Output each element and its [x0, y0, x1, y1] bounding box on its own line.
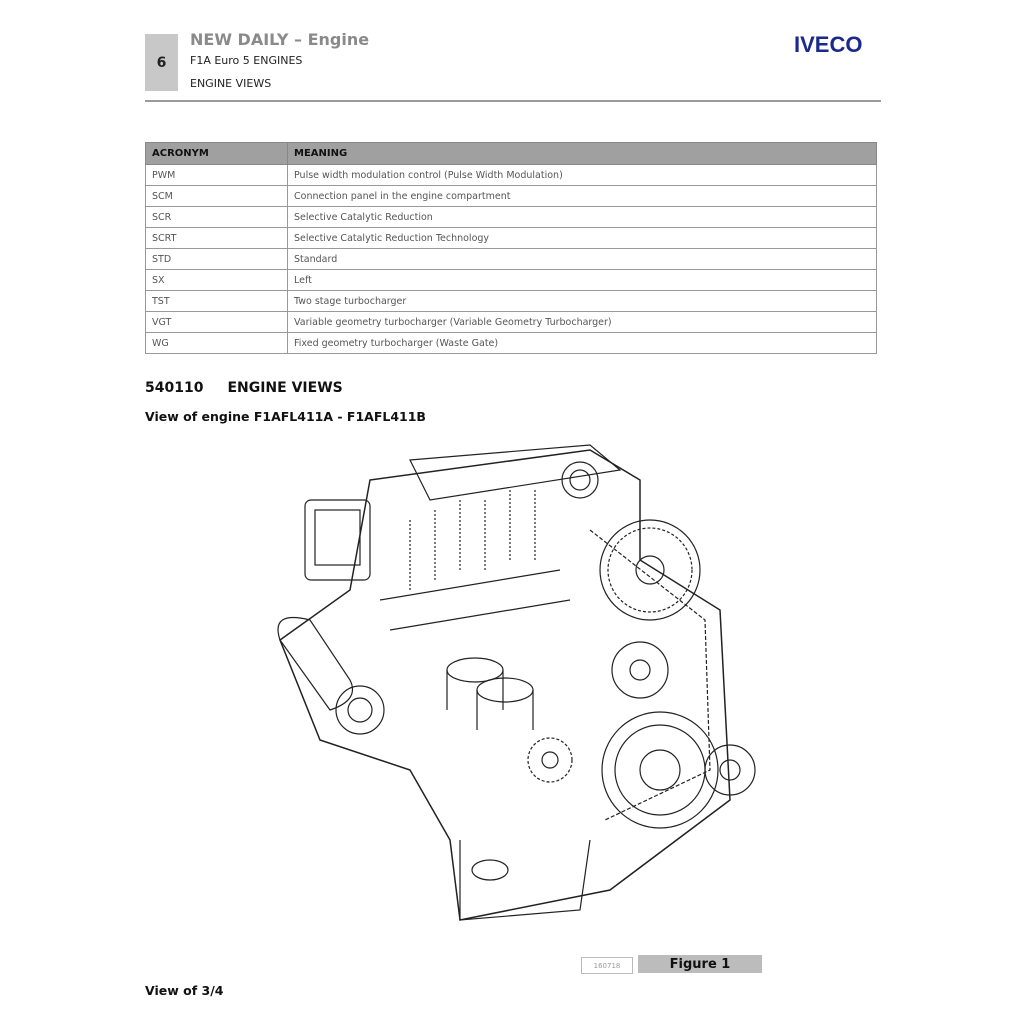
meaning-cell: Left: [288, 270, 877, 291]
acronym-table: [145, 142, 877, 354]
header-divider: [145, 100, 881, 102]
engine-illustration: [260, 440, 760, 940]
acronym-cell: WG: [146, 333, 288, 354]
table-row: [146, 165, 877, 186]
acronym-cell: SX: [146, 270, 288, 291]
acronym-cell: PWM: [146, 165, 288, 186]
iveco-logo: IVECO: [794, 32, 863, 57]
acronym-cell: STD: [146, 249, 288, 270]
table-row: [146, 228, 877, 249]
figure-code: 160718: [581, 957, 633, 974]
document-section: ENGINE VIEWS: [190, 77, 272, 90]
acronym-cell: SCM: [146, 186, 288, 207]
meaning-cell: Selective Catalytic Reduction Technology: [288, 228, 877, 249]
column-header: ACRONYM: [146, 143, 288, 165]
acronym-cell: SCRT: [146, 228, 288, 249]
page-number: 6: [145, 34, 178, 91]
figure-label: Figure 1: [638, 955, 762, 973]
section-number: 540110: [145, 380, 204, 396]
view-title: View of engine F1AFL411A - F1AFL411B: [145, 409, 426, 424]
table-row: [146, 333, 877, 354]
meaning-cell: Standard: [288, 249, 877, 270]
table-row: [146, 270, 877, 291]
document-subtitle: F1A Euro 5 ENGINES: [190, 54, 303, 67]
meaning-cell: Variable geometry turbocharger (Variable Geometry Turbocharger): [288, 312, 877, 333]
acronym-cell: TST: [146, 291, 288, 312]
meaning-cell: Selective Catalytic Reduction: [288, 207, 877, 228]
table-row: [146, 312, 877, 333]
footer-caption: View of 3/4: [145, 983, 224, 998]
meaning-cell: Two stage turbocharger: [288, 291, 877, 312]
document-title: NEW DAILY – Engine: [190, 30, 370, 49]
meaning-cell: Pulse width modulation control (Pulse Width Modulation): [288, 165, 877, 186]
table-row: [146, 249, 877, 270]
table-row: [146, 291, 877, 312]
table-row: [146, 207, 877, 228]
acronym-cell: VGT: [146, 312, 288, 333]
section-heading: [145, 380, 367, 396]
meaning-cell: Fixed geometry turbocharger (Waste Gate): [288, 333, 877, 354]
section-title: ENGINE VIEWS: [227, 380, 343, 396]
meaning-cell: Connection panel in the engine compartment: [288, 186, 877, 207]
table-row: [146, 186, 877, 207]
acronym-cell: SCR: [146, 207, 288, 228]
column-header: MEANING: [288, 143, 877, 165]
